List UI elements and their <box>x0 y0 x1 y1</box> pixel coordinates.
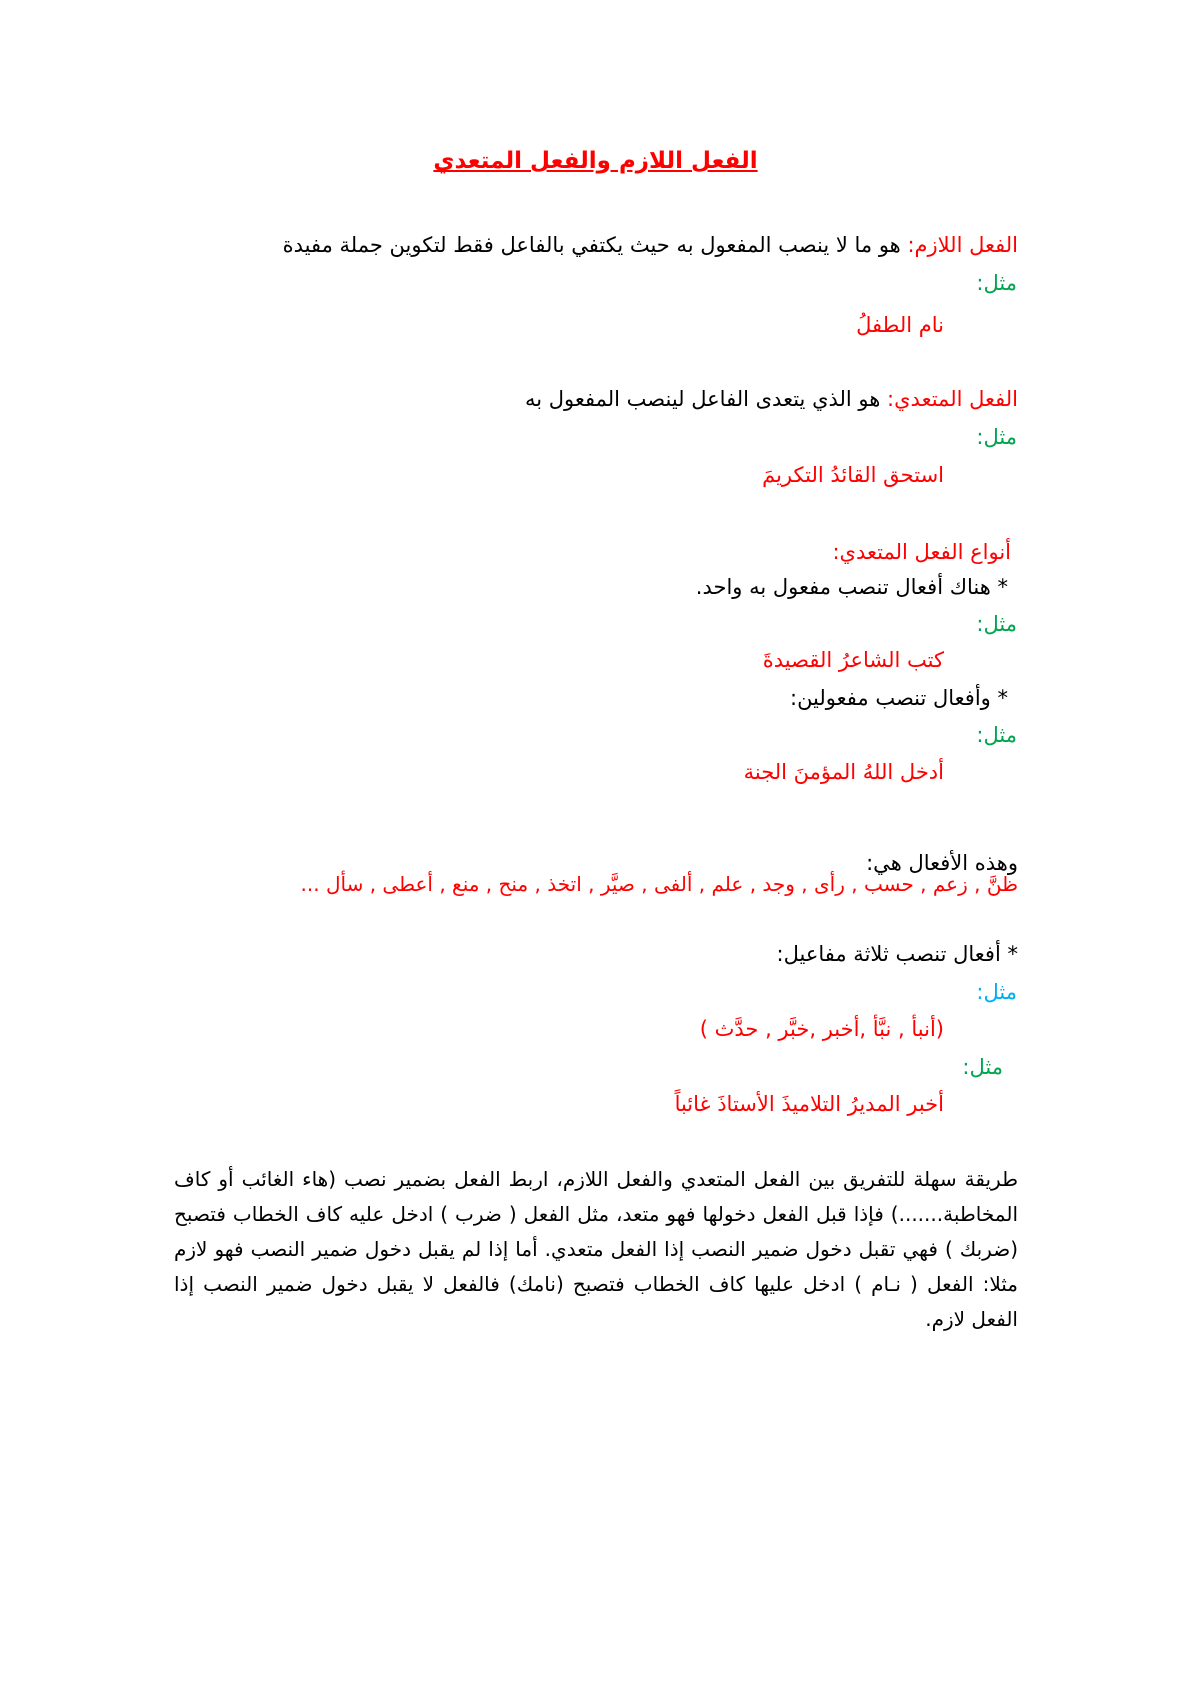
types-three-verbs: (أنبأ , نبَّأ ,أخبر ,خبَّر , حدَّث ) <box>699 1017 944 1041</box>
types-one-label: مثل: <box>976 612 1017 636</box>
lazim-definition-line <box>283 231 1018 259</box>
lazim-example-label: مثل: <box>976 271 1017 295</box>
verbs-intro: وهذه الأفعال هي: <box>866 851 1018 875</box>
types-three-example: أخبر المديرُ التلاميذَ الأستاذَ غائباً <box>674 1092 944 1116</box>
types-three-label2: مثل: <box>962 1055 1003 1079</box>
lazim-example: نام الطفلُ <box>856 313 944 337</box>
types-two-example: أدخل اللهُ المؤمنَ الجنة <box>743 760 944 784</box>
mutaaddi-definition: هو الذي يتعدى الفاعل لينصب المفعول به <box>524 387 881 411</box>
types-one-object: * هناك أفعال تنصب مفعول به واحد. <box>695 575 1008 599</box>
types-heading: أنواع الفعل المتعدي: <box>832 540 1011 564</box>
tip-paragraph: طريقة سهلة للتفريق بين الفعل المتعدي والفعل اللازم، اربط الفعل بضمير نصب (هاء الغائب أو كاف المخاطبة.......) فإذا قبل الفعل دخولها فهو متعد، مثل الفعل ( ضرب ) ادخل عليه كاف الخطاب فتصبح (ضربك ) فهي تقبل دخول ضمير النصب إذا الفعل متعدي. أما إذا لم يقبل دخول ضمير النصب فهو لازم مثلا: الفعل ( نـام ) ادخل عليها كاف الخطاب فتصبح (نامك) فالفعل لا يقبل دخول ضمير النصب إذا الفعل لازم. <box>174 1167 1018 1331</box>
types-one-example: كتب الشاعرُ القصيدةَ <box>762 648 944 672</box>
types-two-label: مثل: <box>976 723 1017 747</box>
lazim-definition: هو ما لا ينصب المفعول به حيث يكتفي بالفاعل فقط لتكوين جملة مفيدة <box>282 233 901 257</box>
mutaaddi-definition-line <box>525 385 1018 413</box>
mutaaddi-term: الفعل المتعدي: <box>887 387 1018 411</box>
types-three-objects: * أفعال تنصب ثلاثة مفاعيل: <box>776 942 1018 966</box>
types-three-label: مثل: <box>976 980 1017 1004</box>
types-two-objects: * وأفعال تنصب مفعولين: <box>790 686 1008 710</box>
lazim-term: الفعل اللازم: <box>907 233 1018 257</box>
mutaaddi-example: استحق القائدُ التكريمَ <box>762 463 944 487</box>
mutaaddi-example-label: مثل: <box>976 425 1017 449</box>
page-title: الفعل اللازم والفعل المتعدي <box>433 148 758 174</box>
verbs-list: ظنَّ , زعم , حسب , رأى , وجد , علم , ألفى , صيَّر , اتخذ , منح , منع , أعطى , سأل ... <box>300 872 1018 896</box>
